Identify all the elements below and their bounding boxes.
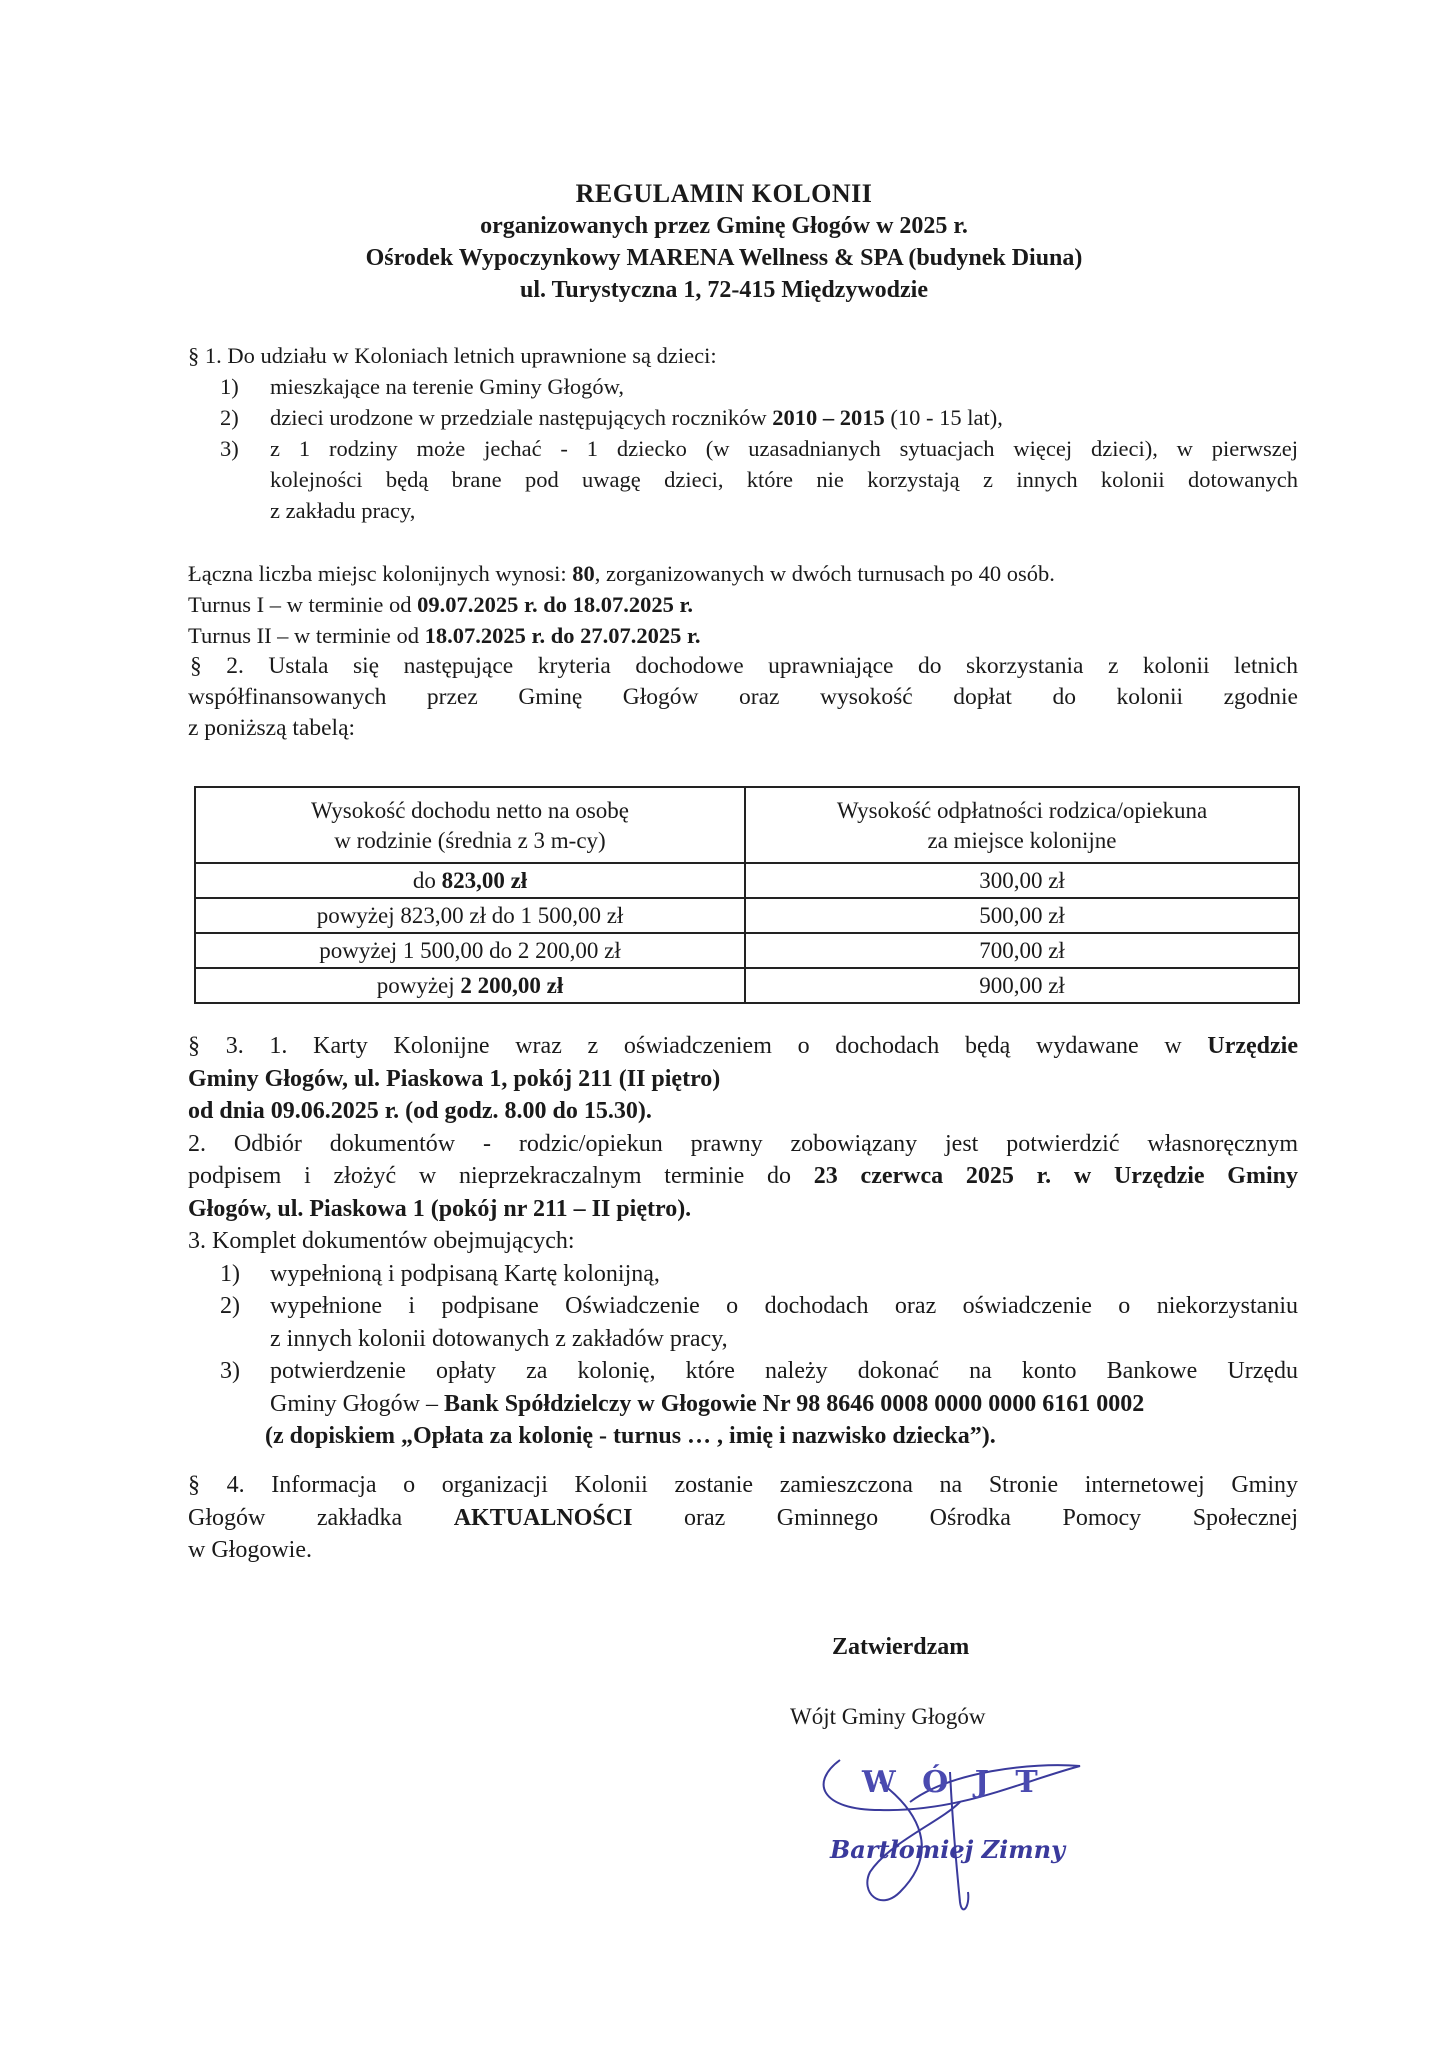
list-number: 1) [220,1260,240,1287]
income-amount: 823,00 zł [441,867,528,893]
income-text: powyżej 1 500,00 do 2 200,00 zł [319,937,621,963]
income-text: powyżej [376,972,461,998]
turnus-1-label: Turnus I – w terminie od [188,592,418,617]
header-venue: Ośrodek Wypoczynkowy MARENA Wellness & SPA (budynek Diuna) [365,245,1083,271]
turnus-1 [188,589,1298,620]
places-text: Łączna liczba miejsc kolonijnych wynosi: [188,561,573,586]
office-address: Gminy Głogów, ul. Piaskowa 1, pokój 211 (II piętro) [188,1065,721,1092]
issue-date: od dnia 09.06.2025 r. (od godz. 8.00 do 15.30). [188,1098,652,1124]
list-text: mieszkające na terenie Gminy Głogów, [270,374,625,399]
stamp-title: W Ó J T [862,1765,1046,1800]
section-3-line [188,1193,1298,1226]
header-organizer: organizowanych przez Gminę Głogów w 2025 r. [480,213,968,239]
section-3-text: § 3. 1. Karty Kolonijne wraz z oświadczeniem o dochodach będą wydawane w [188,1033,1208,1059]
fee-cell: 500,00 zł [745,898,1299,933]
deadline: 23 czerwca 2025 r. w Urzędzie Gminy [813,1163,1298,1189]
list-text: z innych kolonii dotowanych z zakładów pracy, [270,1325,728,1352]
section-4-line: § 4. Informacja o organizacji Kolonii zostanie zamieszczona na Stronie internetowej Gminy [188,1472,1298,1498]
income-cell [195,933,745,968]
list-item [188,371,1298,402]
birth-years: 2010 – 2015 [772,405,885,430]
table-row [195,863,1299,898]
table-row [195,898,1299,933]
document-title: REGULAMIN KOLONII [575,179,873,208]
income-text: do [412,867,442,893]
section-4-line [188,1502,1298,1535]
transfer-note: (z dopiskiem „Opłata za kolonię - turnus … , imię i nazwisko dziecka”). [265,1423,996,1449]
header-text: w rodzinie (średnia z 3 m-cy) [334,828,606,853]
section-1 [188,340,1298,526]
section-2-line: z poniższą tabelą: [188,715,356,741]
deadline-address: Głogów, ul. Piaskowa 1 (pokój nr 211 – II piętro). [188,1195,692,1222]
section-4-text: oraz Gminnego Ośrodka Pomocy Społecznej [632,1504,1299,1531]
places-info [188,558,1298,651]
list-text: potwierdzenie opłaty za kolonię, które należy dokonać na konto Bankowe Urzędu [270,1358,1298,1384]
section-3-line: 2. Odbiór dokumentów - rodzic/opiekun prawny zobowiązany jest potwierdzić własnoręcznym [188,1130,1298,1157]
list-number: 3) [220,436,239,461]
fee-cell: 900,00 zł [745,968,1299,1003]
bank-account: Bank Spółdzielczy w Głogowie Nr 98 8646 0008 0000 0000 6161 0002 [444,1390,1145,1417]
income-cell [195,863,745,898]
fee-cell: 700,00 zł [745,933,1299,968]
list-text: z zakładu pracy, [270,498,416,523]
document-header [0,178,1448,306]
places-text: , zorganizowanych w dwóch turnusach po 40 osób. [594,561,1055,586]
header-address: ul. Turystyczna 1, 72-415 Międzywodzie [520,277,928,303]
income-text: powyżej 823,00 zł do 1 500,00 zł [316,902,624,928]
approval-heading: Zatwierdzam [832,1634,970,1660]
section-3-line [188,1095,1298,1128]
section-3-line [188,1063,1298,1096]
section-4-line: w Głogowie. [188,1537,312,1563]
header-text: za miejsce kolonijne [927,828,1117,853]
office-name: Urzędzie [1207,1033,1298,1059]
section-3-line [188,1160,1298,1193]
section-3 [188,1030,1298,1453]
section-2 [188,651,1298,744]
signatory-role: Wójt Gminy Głogów [790,1704,986,1729]
news-tab-name: AKTUALNOŚCI [453,1504,633,1531]
places-count: 80 [572,561,595,586]
table-row [195,968,1299,1003]
list-item [188,433,1298,526]
section-3-line [188,1030,1298,1063]
section-3-text: podpisem i złożyć w nieprzekraczalnym terminie do [188,1163,814,1189]
header-text: Wysokość dochodu netto na osobę [310,798,629,823]
list-text [270,1388,1298,1421]
list-item [188,402,1298,433]
turnus-2-label: Turnus II – w terminie od [188,623,425,648]
list-number: 2) [220,1293,240,1319]
turnus-2 [188,620,1298,651]
list-text: (10 - 15 lat), [884,405,1003,430]
table-header-fee [745,787,1299,863]
list-item [188,1290,1298,1355]
income-cell [195,968,745,1003]
section-4 [188,1469,1298,1567]
stamp-name: Bartłomiej Zimny [830,1835,1066,1864]
income-cell [195,898,745,933]
list-text: z 1 rodziny może jechać - 1 dziecko (w uzasadnianych sytuacjach więcej dzieci), w pierwszej [270,436,1298,461]
section-4-text: Głogów zakładka [188,1504,454,1531]
list-text: kolejności będą brane pod uwagę dzieci, które nie korzystają z innych kolonii dotowanych [270,467,1298,492]
signature-stamp [800,1742,1100,1922]
list-text: wypełnioną i podpisaną Kartę kolonijną, [270,1260,660,1287]
header-text: Wysokość odpłatności rodzica/opiekuna [836,798,1208,823]
table-header-income [195,787,745,863]
list-item [188,1258,1298,1291]
list-text: wypełnione i podpisane Oświadczenie o dochodach oraz oświadczenie o niekorzystaniu [270,1293,1298,1319]
fee-cell: 300,00 zł [745,863,1299,898]
turnus-1-dates: 09.07.2025 r. do 18.07.2025 r. [417,592,694,617]
income-amount: 2 200,00 zł [460,972,564,998]
section-1-intro: § 1. Do udziału w Koloniach letnich uprawnione są dzieci: [188,343,717,368]
fee-table [194,786,1300,1004]
table-header-row [195,787,1299,863]
section-3-line: 3. Komplet dokumentów obejmujących: [188,1228,575,1254]
list-text: dzieci urodzone w przedziale następujących roczników [270,405,773,430]
list-number: 1) [220,374,239,399]
section-2-line: współfinansowanych przez Gminę Głogów oraz wysokość dopłat do kolonii zgodnie [188,684,1298,710]
list-number: 3) [220,1358,240,1384]
list-item [188,1355,1298,1453]
list-text [265,1420,1298,1453]
turnus-2-dates: 18.07.2025 r. do 27.07.2025 r. [424,623,701,648]
list-number: 2) [220,405,239,430]
list-text: Gminy Głogów – [270,1390,444,1417]
table-row [195,933,1299,968]
section-2-line: § 2. Ustala się następujące kryteria dochodowe uprawniające do skorzystania z kolonii letnich [190,653,1298,679]
places-line [188,558,1298,589]
